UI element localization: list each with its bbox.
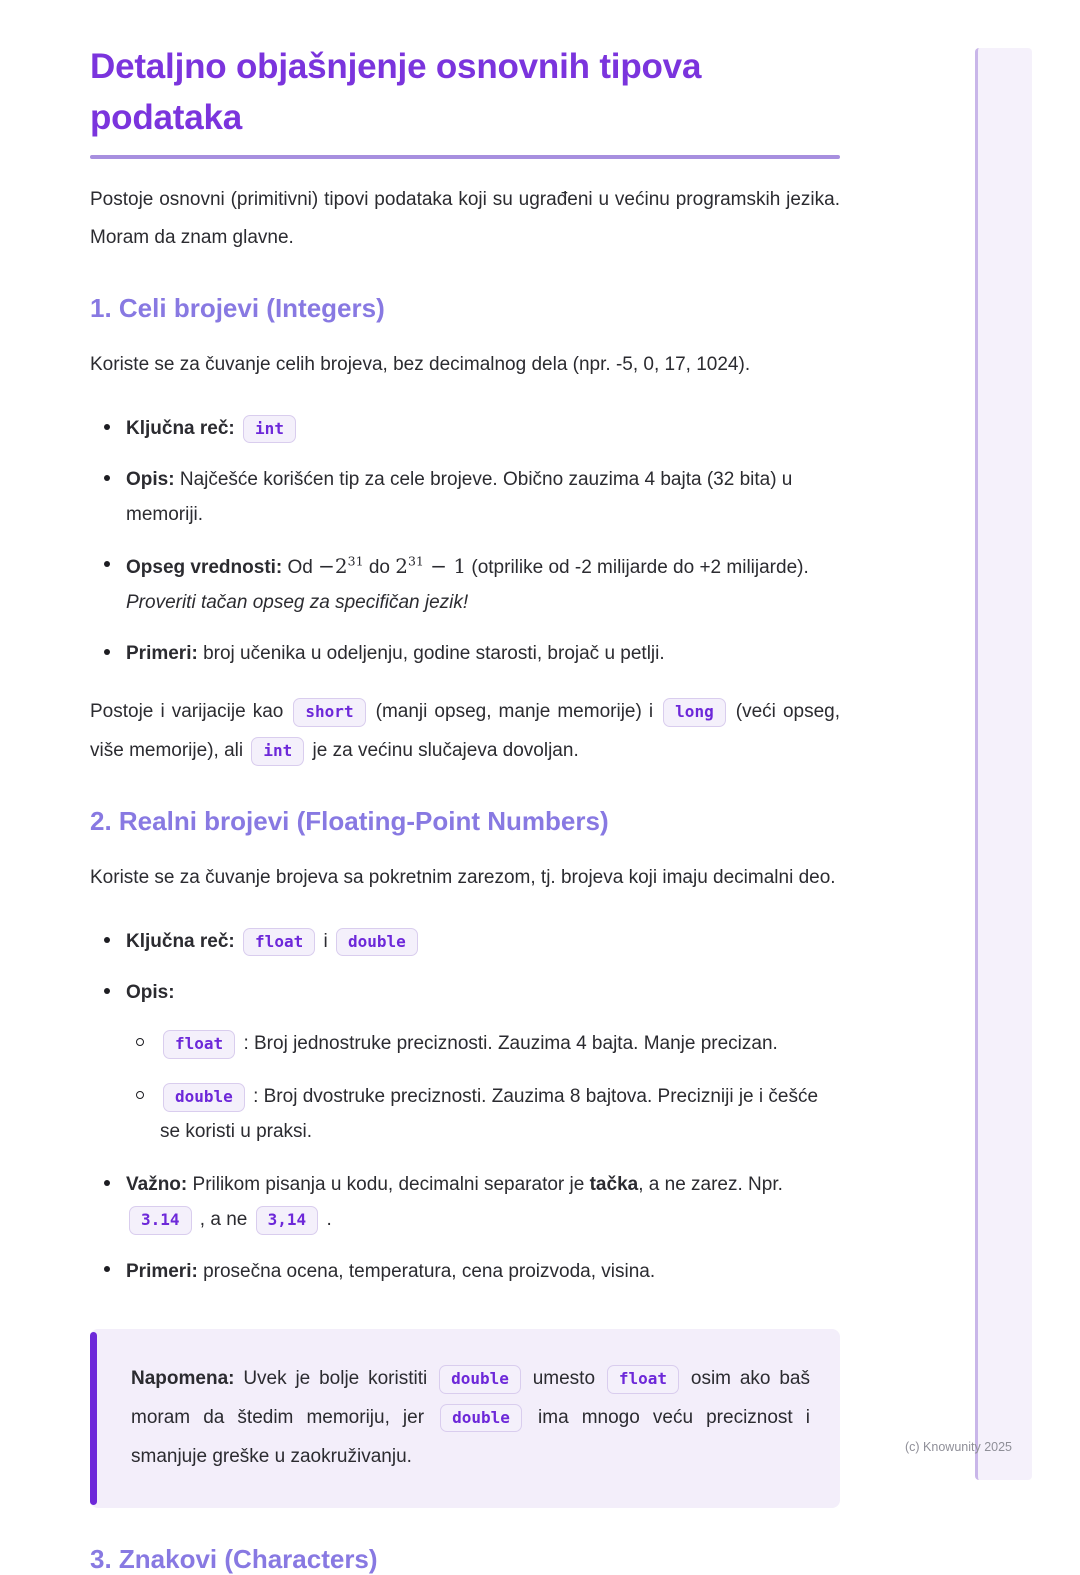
bullet-description: [126, 975, 840, 1150]
integers-lead-paragraph: Koriste se za čuvanje celih brojeva, bez decimalnog dela (npr. -5, 0, 17, 1024).: [90, 354, 751, 376]
inline-code-chip: 3,14: [256, 1206, 319, 1235]
inline-code-chip: short: [293, 698, 365, 727]
inline-code-chip: float: [243, 928, 315, 957]
inline-code-chip: double: [163, 1083, 245, 1112]
inline-code-chip: double: [439, 1365, 521, 1394]
knowunity-watermark: (c) Knowunity 2025: [905, 1440, 1013, 1454]
floats-bullet-list: [90, 924, 840, 1289]
floats-lead-paragraph: Koriste se za čuvanje brojeva sa pokretnim zarezom, tj. brojeva koji imaju decimalni deo.: [90, 867, 836, 889]
bullet-label: Opis:: [126, 981, 175, 1003]
integers-bullet-list: [90, 411, 840, 672]
note-accent-bar: [90, 1332, 97, 1505]
bullet-examples: Primeri: prosečna ocena, temperatura, cena proizvoda, visina.: [126, 1254, 840, 1289]
section-heading-floats: 2. Realni brojevi (Floating-Point Numbers): [90, 806, 609, 837]
inline-code-chip: 3.14: [129, 1206, 192, 1235]
document-content: [90, 0, 840, 1575]
inline-code-chip: float: [607, 1365, 679, 1394]
next-page-edge: [975, 48, 1032, 1480]
intro-paragraph: Postoje osnovni (primitivni) tipovi podataka koji su ugrađeni u većinu programskih jezika. Moram da znam glavne.: [90, 188, 840, 248]
bullet-keyword: Ključna reč: int: [126, 411, 840, 446]
note-text: Napomena: Uvek je bolje koristiti double umesto float osim ako baš moram da štedim memoriju, jer double ima mnogo veću preciznost i smanjuje greške u zaokruživanju.: [131, 1360, 810, 1477]
section-heading-integers: 1. Celi brojevi (Integers): [90, 293, 385, 324]
bullet-description: Opis: Najčešće korišćen tip za cele brojeve. Obično zauzima 4 bajta (32 bita) u memoriji.: [126, 462, 840, 532]
math-expression: − 1: [423, 554, 467, 579]
bullet-examples: Primeri: broj učenika u odeljenju, godine starosti, brojač u petlji.: [126, 636, 840, 671]
inline-code-chip: int: [243, 415, 296, 444]
inline-code-chip: int: [251, 737, 304, 766]
title-divider: [90, 155, 840, 159]
inline-code-chip: float: [163, 1030, 235, 1059]
section-heading-characters: 3. Znakovi (Characters): [90, 1543, 378, 1574]
note-callout: [90, 1329, 840, 1508]
bullet-important: Važno: Prilikom pisanja u kodu, decimalni separator je tačka, a ne zarez. Npr. 3.14 , a ne 3,14 .: [126, 1167, 840, 1237]
bullet-keyword: Ključna reč: float i double: [126, 924, 840, 959]
sub-bullet-float: float : Broj jednostruke preciznosti. Zauzima 4 bajta. Manje precizan.: [160, 1026, 840, 1061]
inline-code-chip: double: [336, 928, 418, 957]
inline-code-chip: double: [440, 1404, 522, 1433]
bullet-value-range: Opseg vrednosti: $Od -2^{31}$ do $2^{31} - 1$ (otprilike od -2 milijarde do +2 milijarde). Proveriti tačan opseg za specifičan jezik!: [126, 548, 840, 620]
math-expression: $2^{31}$: [395, 553, 424, 579]
page-title: Detaljno objašnjenje osnovnih tipova podataka: [90, 47, 702, 137]
math-expression: $-2^{31}$: [318, 553, 364, 579]
inline-code-chip: long: [663, 698, 726, 727]
float-types-sublist: [126, 1026, 840, 1149]
sub-bullet-double: double : Broj dvostruke preciznosti. Zauzima 8 bajtova. Precizniji je i češće se koristi u praksi.: [160, 1079, 840, 1149]
integers-outro-paragraph: Postoje i varijacije kao short (manji opseg, manje memorije) i long (veći opseg, više memorije), ali int je za većinu slučajeva dovoljan.: [90, 693, 840, 770]
